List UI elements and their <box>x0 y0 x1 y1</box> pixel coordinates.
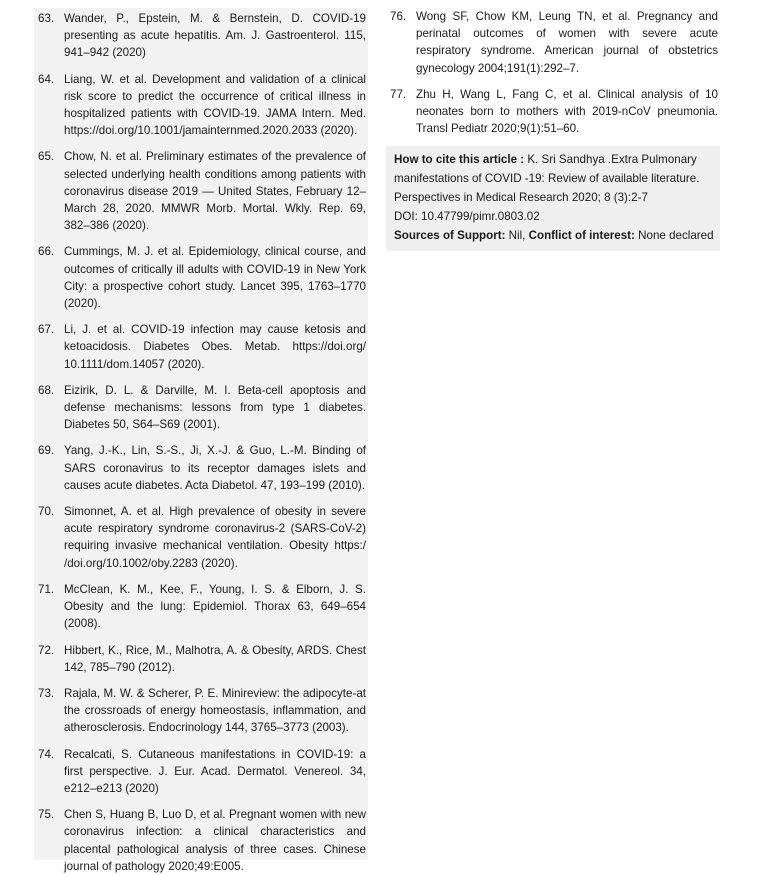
support-value: Nil, <box>505 229 529 243</box>
reference-number: 72. <box>38 643 55 657</box>
reference-text: Liang, W. et al. Development and validation of a clinical risk score to predict the occurrence of critical illness in hospitalized patients with COVID-19. JAMA Intern. Med. https://doi.org/10.1001/jamainternmed.2020.2033 (2020). <box>64 72 366 138</box>
right-column <box>386 8 720 251</box>
reference-item <box>34 685 368 737</box>
conflict-label: Conflict of interest: <box>528 229 635 243</box>
reference-number: 76. <box>390 10 407 23</box>
reference-text: Wong SF, Chow KM, Leung TN, et al. Pregnancy and perinatal outcomes of women with severe acute respiratory syndrome. American journal of obstetrics gynecology 2004;191(1):292–7. <box>416 10 718 75</box>
reference-text: Recalcati, S. Cutaneous manifestations in COVID-19: a first perspective. J. Eur. Acad. Dermatol. Venereol. 34, e212–e213 (2020) <box>64 747 366 795</box>
reference-item <box>34 503 368 572</box>
conflict-value: None declared <box>634 229 714 243</box>
how-to-cite-text: K. Sri Sandhya .Extra Pulmonary manifestations of COVID -19: Review of available literature. Perspectives in Medical Research 2020; 8 (3):2-7 <box>394 153 700 205</box>
reference-item <box>34 442 368 494</box>
reference-text: Li, J. et al. COVID-19 infection may cause ketosis and ketoacidosis. Diabetes Obes. Metab. https://doi.org/ 10.1111/dom.14057 (2020). <box>64 323 366 371</box>
reference-number: 75. <box>38 808 55 822</box>
reference-number: 66. <box>38 245 55 259</box>
doi-text: DOI: 10.47799/pimr.0803.02 <box>394 210 540 224</box>
reference-item <box>34 243 368 312</box>
reference-number: 67. <box>38 323 55 337</box>
reference-text: Hibbert, K., Rice, M., Malhotra, A. & Obesity, ARDS. Chest 142, 785–790 (2012). <box>64 643 366 674</box>
reference-number: 70. <box>38 505 55 519</box>
reference-text: Chen S, Huang B, Luo D, et al. Pregnant women with new coronavirus infection: a clinical characteristics and placental pathological analysis of three cases. Chinese journal of pathology 2020;49:E005. <box>64 808 366 873</box>
reference-number: 69. <box>38 444 55 458</box>
reference-text: Simonnet, A. et al. High prevalence of obesity in severe acute respiratory syndrome coronavirus-2 (SARS-CoV-2) requiring invasive mechanical ventilation. Obesity https:/ /doi.org/10.1002/oby.2283 (2020). <box>64 505 366 570</box>
support-and-conflict <box>394 226 714 245</box>
reference-text: Rajala, M. W. & Scherer, P. E. Minireview: the adipocyte-at the crossroads of energy homeostasis, inflammation, and atherosclerosis. Endocrinology 144, 3765–3773 (2003). <box>64 686 366 735</box>
left-column <box>34 8 368 873</box>
reference-item <box>34 642 368 676</box>
citation-box <box>386 146 720 251</box>
reference-item <box>34 581 368 633</box>
reference-number: 74. <box>38 747 55 761</box>
reference-text: Chow, N. et al. Preliminary estimates of the prevalence of selected underlying health conditions among patients with coronavirus disease 2019 — United States, February 12–March 28, 2020. MMWR Morb. Mortal. Wkly. Rep. 69, 382–386 (2020). <box>64 150 366 233</box>
reference-item <box>34 321 368 373</box>
reference-item <box>34 382 368 434</box>
reference-text: Wander, P., Epstein, M. & Bernstein, D. COVID-19 presenting as acute hepatitis. Am. J. Gastroenterol. 115, 941–942 (2020) <box>64 12 366 60</box>
reference-number: 68. <box>38 383 55 397</box>
reference-number: 73. <box>38 686 55 700</box>
reference-number: 71. <box>38 582 55 596</box>
reference-item <box>34 148 368 234</box>
reference-number: 77. <box>390 87 407 101</box>
reference-item <box>34 746 368 798</box>
reference-item <box>386 8 720 77</box>
reference-text: Yang, J.-K., Lin, S.-S., Ji, X.-J. & Guo, L.-M. Binding of SARS coronavirus to its receptor damages islets and causes acute diabetes. Acta Diabetol. 47, 193–199 (2010). <box>64 444 366 492</box>
support-label: Sources of Support: <box>394 229 506 243</box>
reference-item <box>386 86 720 138</box>
reference-text: Zhu H, Wang L, Fang C, et al. Clinical analysis of 10 neonates born to mothers with 2019-nCoV pneumonia. Transl Pediatr 2020;9(1):51–60. <box>416 87 718 136</box>
reference-item <box>34 10 368 62</box>
how-to-cite <box>394 150 714 207</box>
reference-text: Eizirik, D. L. & Darville, M. I. Beta-cell apoptosis and defense mechanisms: lessons from type 1 diabetes. Diabetes 50, S64–S69 (2001). <box>64 383 366 432</box>
reference-text: McClean, K. M., Kee, F., Young, I. S. & Elborn, J. S. Obesity and the lung: Epidemiol. Thorax 63, 649–654 (2008). <box>64 582 366 631</box>
reference-item <box>34 806 368 875</box>
reference-text: Cummings, M. J. et al. Epidemiology, clinical course, and outcomes of critically ill adults with COVID-19 in New York City: a prospective cohort study. Lancet 395, 1763–1770 (2020). <box>64 245 366 311</box>
reference-number: 63. <box>38 12 55 25</box>
how-to-cite-label: How to cite this article : <box>394 153 525 167</box>
reference-number: 65. <box>38 150 55 164</box>
reference-item <box>34 71 368 140</box>
reference-number: 64. <box>38 72 55 86</box>
